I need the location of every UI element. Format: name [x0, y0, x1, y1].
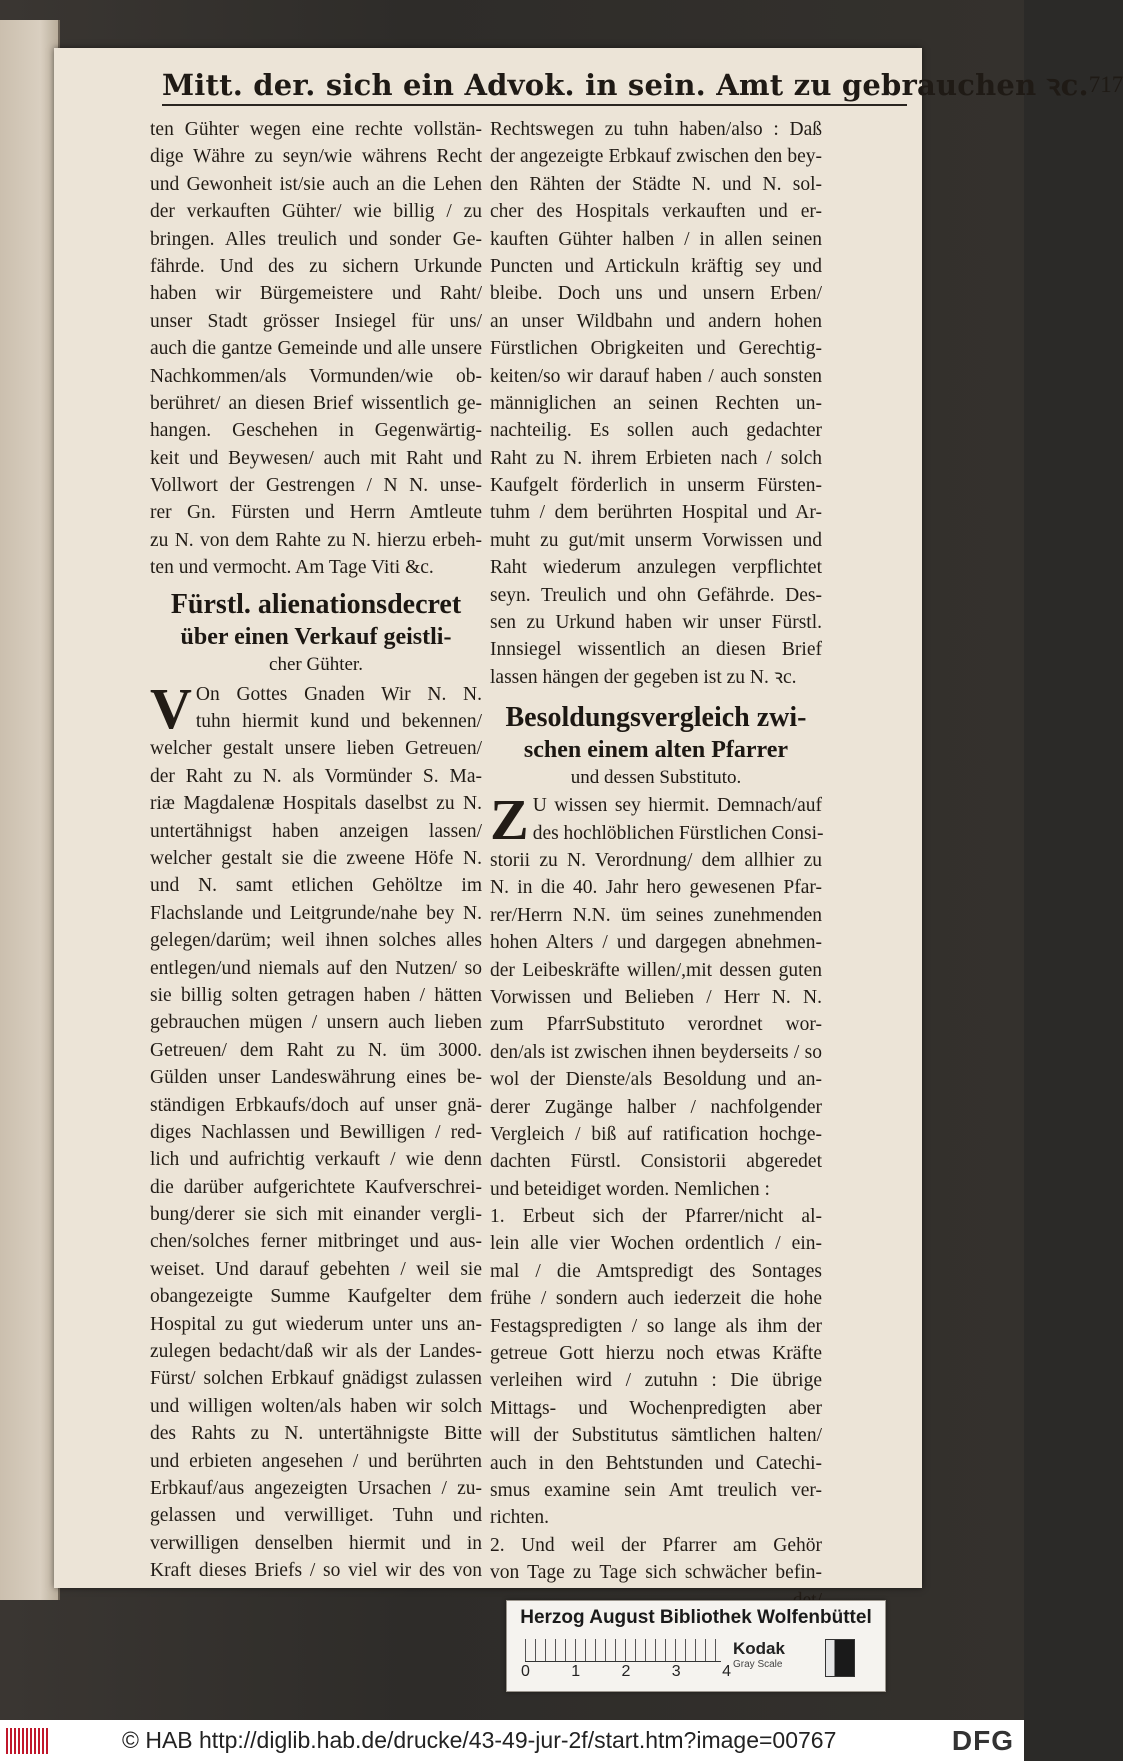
- right-paragraph-4-line: von Tage zu Tage sich schwächer befin-: [490, 1562, 822, 1584]
- right-paragraph-1-line: Innsiegel wissentlich an diesen Brief: [490, 639, 822, 661]
- left-paragraph-2-line: Hospital zu gut wiederum unter uns an-: [150, 1313, 482, 1335]
- right-paragraph-3-line: verleihen wird / zutuhn : Die übrige: [490, 1370, 822, 1392]
- library-name: Herzog August Bibliothek Wolfenbüttel: [520, 1607, 872, 1628]
- left-paragraph-1-line: ten und vermocht. Am Tage Viti &c.: [150, 557, 434, 579]
- left-paragraph-1-line: Nachkommen/als Vormunden/wie ob-: [150, 365, 482, 387]
- ruler-scale: [525, 1639, 721, 1662]
- running-title: Mitt. der. sich ein Advok. in sein. Amt zu gebrauchen ꝛc.: [162, 68, 1089, 102]
- left-heading-line-1: Fürstl. alienationsdecret: [170, 588, 462, 620]
- left-paragraph-2-line: weiset. Und darauf gebehten / weil sie: [150, 1258, 482, 1280]
- left-paragraph-2-line: untertähnigst haben anzeigen lassen/: [150, 820, 482, 842]
- left-paragraph-2-line: Flachslande und Leitgrunde/nahe bey N.: [150, 902, 482, 924]
- right-paragraph-2-line: dachten Fürstl. Consistorii abgeredet: [490, 1151, 822, 1173]
- left-paragraph-1-line: Vollwort der Gestrengen / N N. unse-: [150, 475, 482, 497]
- left-paragraph-2-line: diges Nachlassen und Bewilligen / red-: [150, 1121, 482, 1143]
- right-paragraph-1-line: Fürstlichen Obrigkeiten und Gerechtig-: [490, 338, 822, 360]
- book-page: [54, 48, 1123, 1588]
- left-paragraph-2-line: riæ Magdalenæ Hospitals daselbst zu N.: [150, 793, 482, 815]
- left-paragraph-1-line: hangen. Geschehen in Gegenwärtig-: [150, 420, 482, 442]
- left-paragraph-1-line: und Gewonheit ist/sie auch an die Lehen: [150, 173, 482, 195]
- kodak-brand: Kodak: [733, 1639, 785, 1658]
- right-paragraph-2-line: Vergleich / biß auf ratification hochge-: [490, 1123, 822, 1145]
- left-heading-line-2: über einen Verkauf geistli-: [180, 623, 452, 650]
- ruler-number: 3: [671, 1663, 681, 1680]
- left-paragraph-2-line: und willigen wolten/als haben wir solch: [150, 1395, 482, 1417]
- library-color-card: [506, 1600, 886, 1692]
- left-paragraph-2-line: chen/solches ferner mitbringet und aus-: [150, 1231, 482, 1253]
- left-column: [150, 116, 482, 1585]
- left-paragraph-2-line: und erbieten angesehen / und berührten: [150, 1450, 482, 1472]
- left-paragraph-1-line: dige Währe zu seyn/wie währens Recht: [150, 146, 482, 168]
- right-paragraph-2-line: zum PfarrSubstituto verordnet wor-: [490, 1014, 822, 1036]
- page-number: 717: [1088, 72, 1123, 97]
- right-paragraph-3-line: lein alle vier Wochen ordentlich / ein-: [490, 1233, 822, 1255]
- left-paragraph-1: [150, 116, 482, 582]
- right-paragraph-1-line: seyn. Treulich und ohn Gefährde. Des-: [490, 584, 822, 606]
- left-paragraph-2-line: die darüber aufgerichtete Kaufverschrei-: [150, 1176, 482, 1198]
- right-paragraph-1-line: Rechtswegen zu tuhn haben/also : Daß: [490, 119, 822, 140]
- right-paragraph-4: [490, 1532, 822, 1587]
- left-paragraph-2-line: lich und aufrichtig verkauft / wie denn: [150, 1149, 482, 1171]
- source-url[interactable]: © HAB http://diglib.hab.de/drucke/43-49-jur-2f/start.htm?image=00767: [122, 1727, 837, 1753]
- left-paragraph-2: [150, 675, 482, 1585]
- ruler-number: 1: [571, 1663, 581, 1680]
- right-heading-line-3: und dessen Substituto.: [570, 767, 742, 789]
- left-paragraph-2-line: gelassen und verwilliget. Tuhn und: [150, 1505, 482, 1527]
- kodak-label: [733, 1639, 785, 1670]
- left-paragraph-1-line: fährde. Und des zu sichern Urkunde: [150, 255, 482, 277]
- left-paragraph-2-line: gebrauchen mügen / unsern auch lieben: [150, 1012, 482, 1034]
- left-paragraph-2-line: der Raht zu N. als Vormünder S. Ma-: [150, 765, 482, 787]
- left-paragraph-2-line: bung/derer sie sich mit einander vergli-: [150, 1204, 482, 1226]
- right-paragraph-3-line: 1. Erbeut sich der Pfarrer/nicht al-: [490, 1206, 822, 1228]
- left-paragraph-2-line: welcher gestalt sie die zweene Höfe N.: [150, 847, 482, 869]
- left-paragraph-1-line: berühret/ an diesen Brief wissentlich ge-: [150, 392, 482, 414]
- ruler-number: 0: [521, 1663, 530, 1680]
- right-paragraph-1-line: der angezeigte Erbkauf zwischen den bey-: [490, 146, 822, 168]
- right-paragraph-2-line: den/als ist zwischen ihnen beyderseits / so: [490, 1041, 822, 1063]
- right-paragraph-3-line: frühe / sondern auch iederzeit die hohe: [490, 1288, 822, 1310]
- ruler-number: 4: [722, 1663, 731, 1680]
- left-paragraph-1-line: der verkauften Gühter/ wie billig / zu: [150, 201, 482, 223]
- right-paragraph-2-line: derer Zugänge halber / nachfolgender: [490, 1096, 822, 1118]
- right-paragraph-2-line: storii zu N. Verordnung/ dem allhier zu: [490, 849, 822, 871]
- running-header: [162, 54, 1123, 106]
- right-paragraph-1: [490, 116, 822, 691]
- footer-bar: [0, 1720, 1024, 1761]
- digitization-logo-icon: [6, 1728, 50, 1754]
- left-paragraph-1-line: bringen. Alles treulich und sonder Ge-: [150, 228, 482, 250]
- left-dropcap: V: [150, 675, 192, 741]
- gray-scale-swatch: [825, 1639, 855, 1677]
- left-paragraph-2-line: tuhn hiermit kund und bekennen/: [195, 711, 482, 733]
- right-paragraph-3-line: getreue Gott hierzu noch etwas Kräfte: [490, 1343, 822, 1365]
- right-paragraph-2-line: und beteidiget worden. Nemlichen :: [490, 1178, 770, 1200]
- left-paragraph-2-line: On Gottes Gnaden Wir N. N.: [195, 683, 482, 705]
- left-heading: [150, 588, 482, 677]
- dfg-logo: DFG: [951, 1725, 1014, 1756]
- right-paragraph-3: [490, 1203, 822, 1532]
- left-paragraph-2-line: Kraft dieses Briefs / so viel wir des von: [150, 1560, 482, 1582]
- right-paragraph-1-line: muht zu gut/mit unserm Vorwissen und: [490, 529, 822, 551]
- left-paragraph-2-line: verwilligen denselben hiermit und in: [150, 1532, 482, 1554]
- left-paragraph-2-line: obangezeigte Summe Kaufgelter dem: [150, 1286, 482, 1308]
- right-paragraph-3-line: Festagspredigten / so lange als ihm der: [490, 1315, 822, 1337]
- right-paragraph-1-line: nachteilig. Es sollen auch gedachter: [490, 420, 822, 442]
- right-dropcap: Z: [490, 787, 529, 853]
- left-paragraph-1-line: ten Gühter wegen eine rechte vollstän-: [150, 119, 482, 140]
- right-paragraph-1-line: cher des Hospitals verkauften und er-: [490, 201, 822, 223]
- left-paragraph-2-line: gelegen/darüm; weil ihnen solches alles: [150, 930, 482, 952]
- right-heading: [490, 701, 822, 790]
- left-paragraph-2-line: und N. samt etlichen Gehöltze im: [150, 875, 482, 897]
- left-paragraph-1-line: haben wir Bürgemeistere und Raht/: [150, 283, 482, 305]
- right-paragraph-4-line: 2. Und weil der Pfarrer am Gehör: [490, 1534, 822, 1556]
- left-paragraph-1-line: zu N. von dem Rahte zu N. hierzu erbeh-: [150, 529, 482, 551]
- right-paragraph-1-line: keiten/so wir darauf haben / auch sonsten: [490, 365, 822, 387]
- left-paragraph-2-line: Getreuen/ dem Raht zu N. üm 3000.: [150, 1039, 482, 1061]
- right-paragraph-1-line: kauften Gühter halben / in allen seinen: [490, 228, 822, 250]
- right-paragraph-1-line: Puncten und Artickuln kräftig sey und: [490, 255, 822, 277]
- right-paragraph-3-line: mal / die Amtspredigt des Sontages: [490, 1260, 822, 1282]
- right-paragraph-1-line: männiglichen an seinen Rechten un-: [490, 392, 822, 414]
- right-paragraph-2-line: hohen Alters / und dargegen abnehmen-: [490, 932, 822, 954]
- right-paragraph-3-line: richten.: [490, 1507, 550, 1529]
- right-paragraph-2-line: der Leibeskräfte willen/,mit dessen guten: [490, 959, 822, 981]
- right-paragraph-1-line: Raht zu N. ihrem Erbieten nach / solch: [490, 447, 822, 469]
- right-heading-line-1: Besoldungsvergleich zwi-: [505, 702, 807, 734]
- left-paragraph-2-line: ständigen Erbkaufs/doch auf unser gnä-: [150, 1094, 482, 1116]
- ruler-number: 2: [621, 1663, 631, 1680]
- left-paragraph-1-line: rer Gn. Fürsten und Herrn Amtleute: [150, 502, 482, 524]
- left-paragraph-2-line: Fürst/ solchen Erbkauf gnädigst zulassen: [150, 1368, 482, 1390]
- right-paragraph-3-line: smus examine sein Amt treulich ver-: [490, 1479, 822, 1501]
- right-paragraph-1-line: lassen hängen der gegeben ist zu N. ꝛc.: [490, 666, 797, 688]
- left-paragraph-2-line: entlegen/und niemals auf den Nutzen/ so: [150, 957, 482, 979]
- right-paragraph-3-line: auch in den Behtstunden und Catechi-: [490, 1452, 822, 1474]
- kodak-subtitle: Gray Scale: [733, 1659, 783, 1670]
- left-paragraph-2-line: zulegen bedacht/daß wir als der Landes-: [150, 1341, 482, 1363]
- right-heading-line-2: schen einem alten Pfarrer: [523, 737, 789, 764]
- right-paragraph-1-line: den Rähten der Städte N. und N. sol-: [490, 173, 822, 195]
- left-paragraph-1-line: keit und Beywesen/ auch mit Raht und: [150, 447, 482, 469]
- previous-page-edge: [0, 20, 60, 1600]
- right-column: [490, 116, 822, 1614]
- left-paragraph-1-line: auch die gantze Gemeinde und alle unsere: [150, 338, 482, 360]
- left-paragraph-2-line: sie billig solten getragen haben / hätten: [150, 984, 482, 1006]
- right-paragraph-2-line: wol der Dienste/als Besoldung und an-: [490, 1069, 822, 1091]
- left-paragraph-2-line: des Rahts zu N. untertähnigste Bitte: [150, 1423, 482, 1445]
- right-paragraph-2-line: des hochlöblichen Fürstlichen Consi-: [532, 822, 824, 844]
- right-paragraph-2-line: U wissen sey hiermit. Demnach/auf: [532, 795, 822, 817]
- right-paragraph-1-line: tuhm / dem berührten Hospital und Ar-: [490, 502, 822, 524]
- right-paragraph-1-line: Kaufgelt förderlich in unserm Fürsten-: [490, 475, 822, 497]
- right-paragraph-2-line: N. in die 40. Jahr hero gewesenen Pfar-: [490, 877, 822, 899]
- right-paragraph-1-line: an unser Wildbahn und andern hohen: [490, 310, 822, 332]
- right-paragraph-3-line: will der Substitutus sämtlichen halten/: [490, 1425, 822, 1447]
- right-paragraph-1-line: bleibe. Doch uns und unsern Erben/: [490, 283, 822, 305]
- left-paragraph-1-line: unser Stadt grösser Insiegel für uns/: [150, 310, 482, 332]
- left-paragraph-2-line: Erbkauf/aus angezeigten Ursachen / zu-: [150, 1477, 482, 1499]
- left-heading-line-3: cher Gühter.: [269, 653, 363, 675]
- ruler-numbers: [521, 1663, 731, 1681]
- right-paragraph-1-line: sen zu Urkund haben wir unser Fürstl.: [490, 612, 822, 634]
- right-paragraph-2: [490, 787, 824, 1203]
- left-paragraph-2-line: Gülden unser Landeswährung eines be-: [150, 1067, 482, 1089]
- left-paragraph-2-line: welcher gestalt unsere lieben Getreuen/: [150, 738, 482, 760]
- right-paragraph-1-line: Raht wiederum anzulegen verpflichtet: [490, 557, 822, 579]
- right-paragraph-3-line: Mittags- und Wochenpredigten aber: [490, 1397, 822, 1419]
- right-paragraph-2-line: rer/Herrn N.N. üm seines zunehmenden: [490, 904, 822, 926]
- right-paragraph-2-line: Vorwissen und Belieben / Herr N. N.: [490, 986, 822, 1008]
